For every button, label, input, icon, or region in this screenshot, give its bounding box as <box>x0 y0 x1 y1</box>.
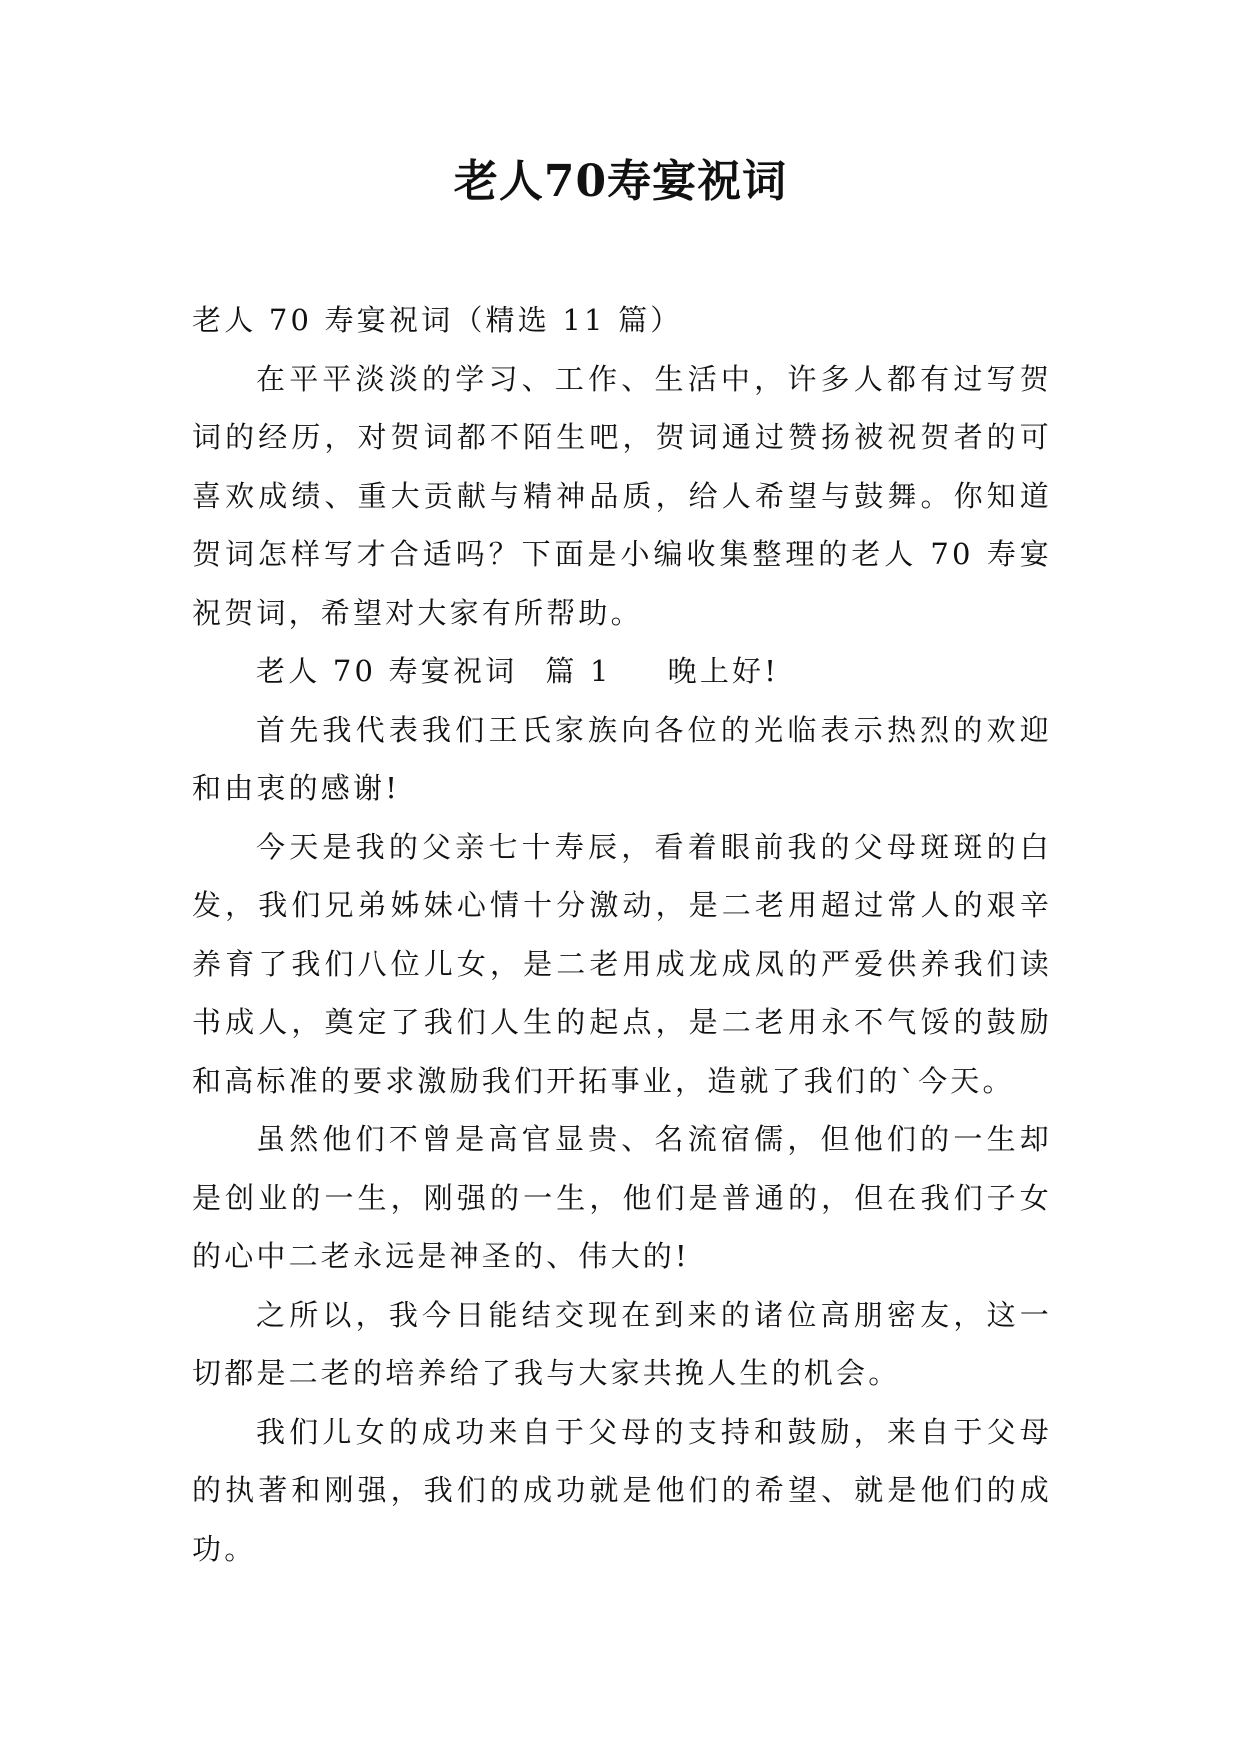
section-label: 篇 1 <box>545 654 612 688</box>
section-heading-line <box>192 642 1052 701</box>
document-title: 老人70寿宴祝词 <box>453 156 788 207</box>
section-heading: 老人 70 寿宴祝词 <box>256 654 518 688</box>
body-paragraph: 我们儿女的成功来自于父母的支持和鼓励，来自于父母的执著和刚强，我们的成功就是他们的希望、就是他们的成功。 <box>192 1414 1052 1566</box>
body-paragraph: 之所以，我今日能结交现在到来的诸位高朋密友，这一切都是二老的培养给了我与大家共挽人生的机会。 <box>192 1297 1052 1390</box>
document-body <box>192 291 1052 1578</box>
body-paragraph: 今天是我的父亲七十寿辰，看着眼前我的父母斑斑的白发，我们兄弟姊妹心情十分激动，是二老用超过常人的艰辛养育了我们八位儿女，是二老用成龙成凤的严爱供养我们读书成人，奠定了我们人生的起点，是二老用永不气馁的鼓励和高标准的要求激励我们开拓事业，造就了我们的`今天。 <box>192 829 1052 1098</box>
greeting: 晚上好! <box>667 654 780 688</box>
body-paragraph: 虽然他们不曾是高官显贵、名流宿儒，但他们的一生却是创业的一生，刚强的一生，他们是普通的，但在我们子女的心中二老永远是神圣的、伟大的! <box>192 1122 1052 1273</box>
body-paragraph: 首先我代表我们王氏家族向各位的光临表示热烈的欢迎和由衷的感谢! <box>192 712 1052 805</box>
document-subtitle: 老人 70 寿宴祝词（精选 11 篇） <box>192 303 683 337</box>
intro-paragraph: 在平平淡淡的学习、工作、生活中，许多人都有过写贺词的经历，对贺词都不陌生吧，贺词通过赞扬被祝贺者的可喜欢成绩、重大贡献与精神品质，给人希望与鼓舞。你知道贺词怎样写才合适吗？下面是小编收集整理的老人 70 寿宴祝贺词，希望对大家有所帮助。 <box>192 361 1052 630</box>
